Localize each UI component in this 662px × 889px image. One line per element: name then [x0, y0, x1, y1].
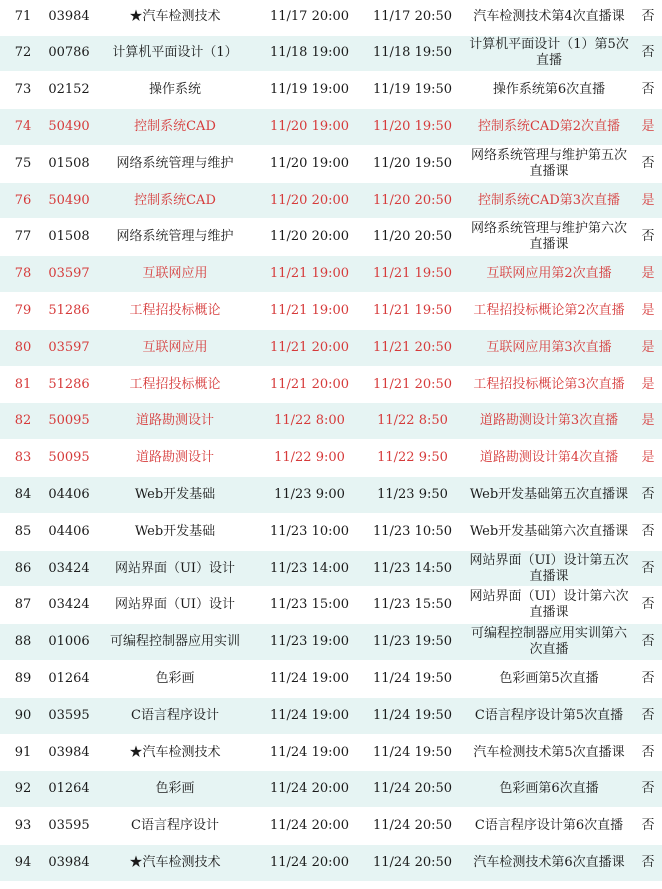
required-flag: 否	[634, 624, 662, 661]
session-title: C语言程序设计第5次直播	[464, 697, 634, 734]
start-time: 11/22 9:00	[258, 440, 361, 477]
session-title: 互联网应用第2次直播	[464, 256, 634, 293]
course-name: 工程招投标概论	[92, 366, 258, 403]
row-number: 90	[0, 697, 46, 734]
session-title: 网络系统管理与维护第五次直播课	[464, 145, 634, 182]
table-row	[0, 403, 662, 440]
session-title: 网站界面（UI）设计第六次直播课	[464, 587, 634, 624]
end-time: 11/24 20:50	[361, 808, 464, 845]
course-name: 控制系统CAD	[92, 109, 258, 146]
end-time: 11/21 19:50	[361, 256, 464, 293]
table-row	[0, 845, 662, 882]
session-title: 道路勘测设计第4次直播	[464, 440, 634, 477]
start-time: 11/23 9:00	[258, 477, 361, 514]
row-number: 92	[0, 771, 46, 808]
start-time: 11/18 19:00	[258, 35, 361, 72]
row-number: 83	[0, 440, 46, 477]
session-title: 互联网应用第3次直播	[464, 329, 634, 366]
table-row	[0, 661, 662, 698]
required-flag: 否	[634, 72, 662, 109]
session-title: 可编程控制器应用实训第六次直播	[464, 624, 634, 661]
course-code: 01264	[46, 771, 92, 808]
course-code: 01508	[46, 219, 92, 256]
end-time: 11/21 20:50	[361, 329, 464, 366]
start-time: 11/21 20:00	[258, 329, 361, 366]
required-flag: 是	[634, 440, 662, 477]
table-row	[0, 293, 662, 330]
course-code: 50490	[46, 182, 92, 219]
start-time: 11/20 20:00	[258, 182, 361, 219]
session-title: 汽车检测技术第5次直播课	[464, 734, 634, 771]
end-time: 11/18 19:50	[361, 35, 464, 72]
course-code: 01508	[46, 145, 92, 182]
table-row	[0, 734, 662, 771]
table-row	[0, 256, 662, 293]
end-time: 11/24 20:50	[361, 845, 464, 882]
course-code: 01264	[46, 661, 92, 698]
required-flag: 是	[634, 109, 662, 146]
table-row	[0, 440, 662, 477]
end-time: 11/20 19:50	[361, 109, 464, 146]
course-name: 网站界面（UI）设计	[92, 587, 258, 624]
end-time: 11/21 19:50	[361, 293, 464, 330]
row-number: 76	[0, 182, 46, 219]
course-name: ★汽车检测技术	[92, 734, 258, 771]
course-code: 50095	[46, 403, 92, 440]
session-title: 汽车检测技术第6次直播课	[464, 845, 634, 882]
end-time: 11/20 20:50	[361, 219, 464, 256]
course-name: 网络系统管理与维护	[92, 219, 258, 256]
required-flag: 否	[634, 219, 662, 256]
row-number: 91	[0, 734, 46, 771]
course-name: 网络系统管理与维护	[92, 145, 258, 182]
row-number: 74	[0, 109, 46, 146]
start-time: 11/20 19:00	[258, 145, 361, 182]
required-flag: 否	[634, 587, 662, 624]
table-row	[0, 219, 662, 256]
end-time: 11/17 20:50	[361, 0, 464, 35]
table-row	[0, 477, 662, 514]
session-title: Web开发基础第五次直播课	[464, 477, 634, 514]
start-time: 11/19 19:00	[258, 72, 361, 109]
start-time: 11/24 20:00	[258, 845, 361, 882]
row-number: 72	[0, 35, 46, 72]
required-flag: 否	[634, 808, 662, 845]
course-code: 03424	[46, 550, 92, 587]
session-title: 色彩画第5次直播	[464, 661, 634, 698]
table-row	[0, 587, 662, 624]
start-time: 11/23 19:00	[258, 624, 361, 661]
row-number: 71	[0, 0, 46, 35]
row-number: 84	[0, 477, 46, 514]
course-code: 50490	[46, 109, 92, 146]
required-flag: 否	[634, 513, 662, 550]
start-time: 11/21 20:00	[258, 366, 361, 403]
table-row	[0, 808, 662, 845]
start-time: 11/24 19:00	[258, 734, 361, 771]
required-flag: 否	[634, 145, 662, 182]
course-name: Web开发基础	[92, 477, 258, 514]
start-time: 11/22 8:00	[258, 403, 361, 440]
session-title: Web开发基础第六次直播课	[464, 513, 634, 550]
row-number: 94	[0, 845, 46, 882]
end-time: 11/23 9:50	[361, 477, 464, 514]
row-number: 89	[0, 661, 46, 698]
course-code: 03595	[46, 808, 92, 845]
course-name: 色彩画	[92, 771, 258, 808]
start-time: 11/23 10:00	[258, 513, 361, 550]
course-name: 操作系统	[92, 72, 258, 109]
course-code: 03597	[46, 329, 92, 366]
row-number: 75	[0, 145, 46, 182]
session-title: 网络系统管理与维护第六次直播课	[464, 219, 634, 256]
table-row	[0, 771, 662, 808]
table-row	[0, 182, 662, 219]
start-time: 11/23 15:00	[258, 587, 361, 624]
start-time: 11/17 20:00	[258, 0, 361, 35]
start-time: 11/20 19:00	[258, 109, 361, 146]
session-title: 网站界面（UI）设计第五次直播课	[464, 550, 634, 587]
end-time: 11/24 20:50	[361, 771, 464, 808]
session-title: 道路勘测设计第3次直播	[464, 403, 634, 440]
required-flag: 否	[634, 771, 662, 808]
course-code: 03984	[46, 0, 92, 35]
required-flag: 否	[634, 661, 662, 698]
course-name: C语言程序设计	[92, 697, 258, 734]
row-number: 77	[0, 219, 46, 256]
end-time: 11/23 15:50	[361, 587, 464, 624]
course-name: 网站界面（UI）设计	[92, 550, 258, 587]
end-time: 11/24 19:50	[361, 661, 464, 698]
course-name: Web开发基础	[92, 513, 258, 550]
session-title: 工程招投标概论第3次直播	[464, 366, 634, 403]
session-title: 计算机平面设计（1）第5次直播	[464, 35, 634, 72]
course-code: 03595	[46, 697, 92, 734]
course-code: 51286	[46, 366, 92, 403]
row-number: 88	[0, 624, 46, 661]
row-number: 85	[0, 513, 46, 550]
session-title: 汽车检测技术第4次直播课	[464, 0, 634, 35]
required-flag: 否	[634, 845, 662, 882]
course-name: 色彩画	[92, 661, 258, 698]
course-name: 道路勘测设计	[92, 440, 258, 477]
table-row	[0, 72, 662, 109]
required-flag: 是	[634, 293, 662, 330]
course-name: 控制系统CAD	[92, 182, 258, 219]
course-code: 00786	[46, 35, 92, 72]
course-name: 工程招投标概论	[92, 293, 258, 330]
end-time: 11/24 19:50	[361, 697, 464, 734]
table-row	[0, 329, 662, 366]
course-name: ★汽车检测技术	[92, 845, 258, 882]
start-time: 11/24 19:00	[258, 661, 361, 698]
course-code: 01006	[46, 624, 92, 661]
required-flag: 是	[634, 329, 662, 366]
table-row	[0, 109, 662, 146]
required-flag: 否	[634, 477, 662, 514]
end-time: 11/23 19:50	[361, 624, 464, 661]
end-time: 11/21 20:50	[361, 366, 464, 403]
session-title: 控制系统CAD第2次直播	[464, 109, 634, 146]
course-code: 51286	[46, 293, 92, 330]
end-time: 11/22 9:50	[361, 440, 464, 477]
course-name: 计算机平面设计（1）	[92, 35, 258, 72]
table-row	[0, 366, 662, 403]
end-time: 11/24 19:50	[361, 734, 464, 771]
table-row	[0, 145, 662, 182]
start-time: 11/24 19:00	[258, 697, 361, 734]
end-time: 11/23 10:50	[361, 513, 464, 550]
start-time: 11/23 14:00	[258, 550, 361, 587]
required-flag: 否	[634, 697, 662, 734]
course-name: ★汽车检测技术	[92, 0, 258, 35]
course-name: 互联网应用	[92, 329, 258, 366]
session-title: 色彩画第6次直播	[464, 771, 634, 808]
end-time: 11/19 19:50	[361, 72, 464, 109]
course-code: 04406	[46, 477, 92, 514]
table-row	[0, 35, 662, 72]
end-time: 11/20 20:50	[361, 182, 464, 219]
required-flag: 否	[634, 0, 662, 35]
course-name: 互联网应用	[92, 256, 258, 293]
row-number: 93	[0, 808, 46, 845]
required-flag: 否	[634, 734, 662, 771]
start-time: 11/21 19:00	[258, 256, 361, 293]
start-time: 11/21 19:00	[258, 293, 361, 330]
course-name: C语言程序设计	[92, 808, 258, 845]
required-flag: 是	[634, 256, 662, 293]
course-code: 03597	[46, 256, 92, 293]
required-flag: 是	[634, 182, 662, 219]
course-name: 可编程控制器应用实训	[92, 624, 258, 661]
required-flag: 否	[634, 550, 662, 587]
end-time: 11/20 19:50	[361, 145, 464, 182]
session-title: 控制系统CAD第3次直播	[464, 182, 634, 219]
row-number: 73	[0, 72, 46, 109]
session-title: 操作系统第6次直播	[464, 72, 634, 109]
end-time: 11/22 8:50	[361, 403, 464, 440]
session-title: C语言程序设计第6次直播	[464, 808, 634, 845]
row-number: 80	[0, 329, 46, 366]
row-number: 79	[0, 293, 46, 330]
course-code: 50095	[46, 440, 92, 477]
row-number: 87	[0, 587, 46, 624]
table-row	[0, 0, 662, 35]
course-name: 道路勘测设计	[92, 403, 258, 440]
course-code: 04406	[46, 513, 92, 550]
session-title: 工程招投标概论第2次直播	[464, 293, 634, 330]
end-time: 11/23 14:50	[361, 550, 464, 587]
required-flag: 是	[634, 366, 662, 403]
start-time: 11/24 20:00	[258, 771, 361, 808]
row-number: 86	[0, 550, 46, 587]
table-row	[0, 697, 662, 734]
row-number: 81	[0, 366, 46, 403]
row-number: 82	[0, 403, 46, 440]
row-number: 78	[0, 256, 46, 293]
course-code: 03984	[46, 845, 92, 882]
table-row	[0, 624, 662, 661]
course-code: 02152	[46, 72, 92, 109]
course-code: 03424	[46, 587, 92, 624]
start-time: 11/24 20:00	[258, 808, 361, 845]
start-time: 11/20 20:00	[258, 219, 361, 256]
table-row	[0, 513, 662, 550]
required-flag: 是	[634, 403, 662, 440]
table-row	[0, 550, 662, 587]
course-code: 03984	[46, 734, 92, 771]
required-flag: 否	[634, 35, 662, 72]
